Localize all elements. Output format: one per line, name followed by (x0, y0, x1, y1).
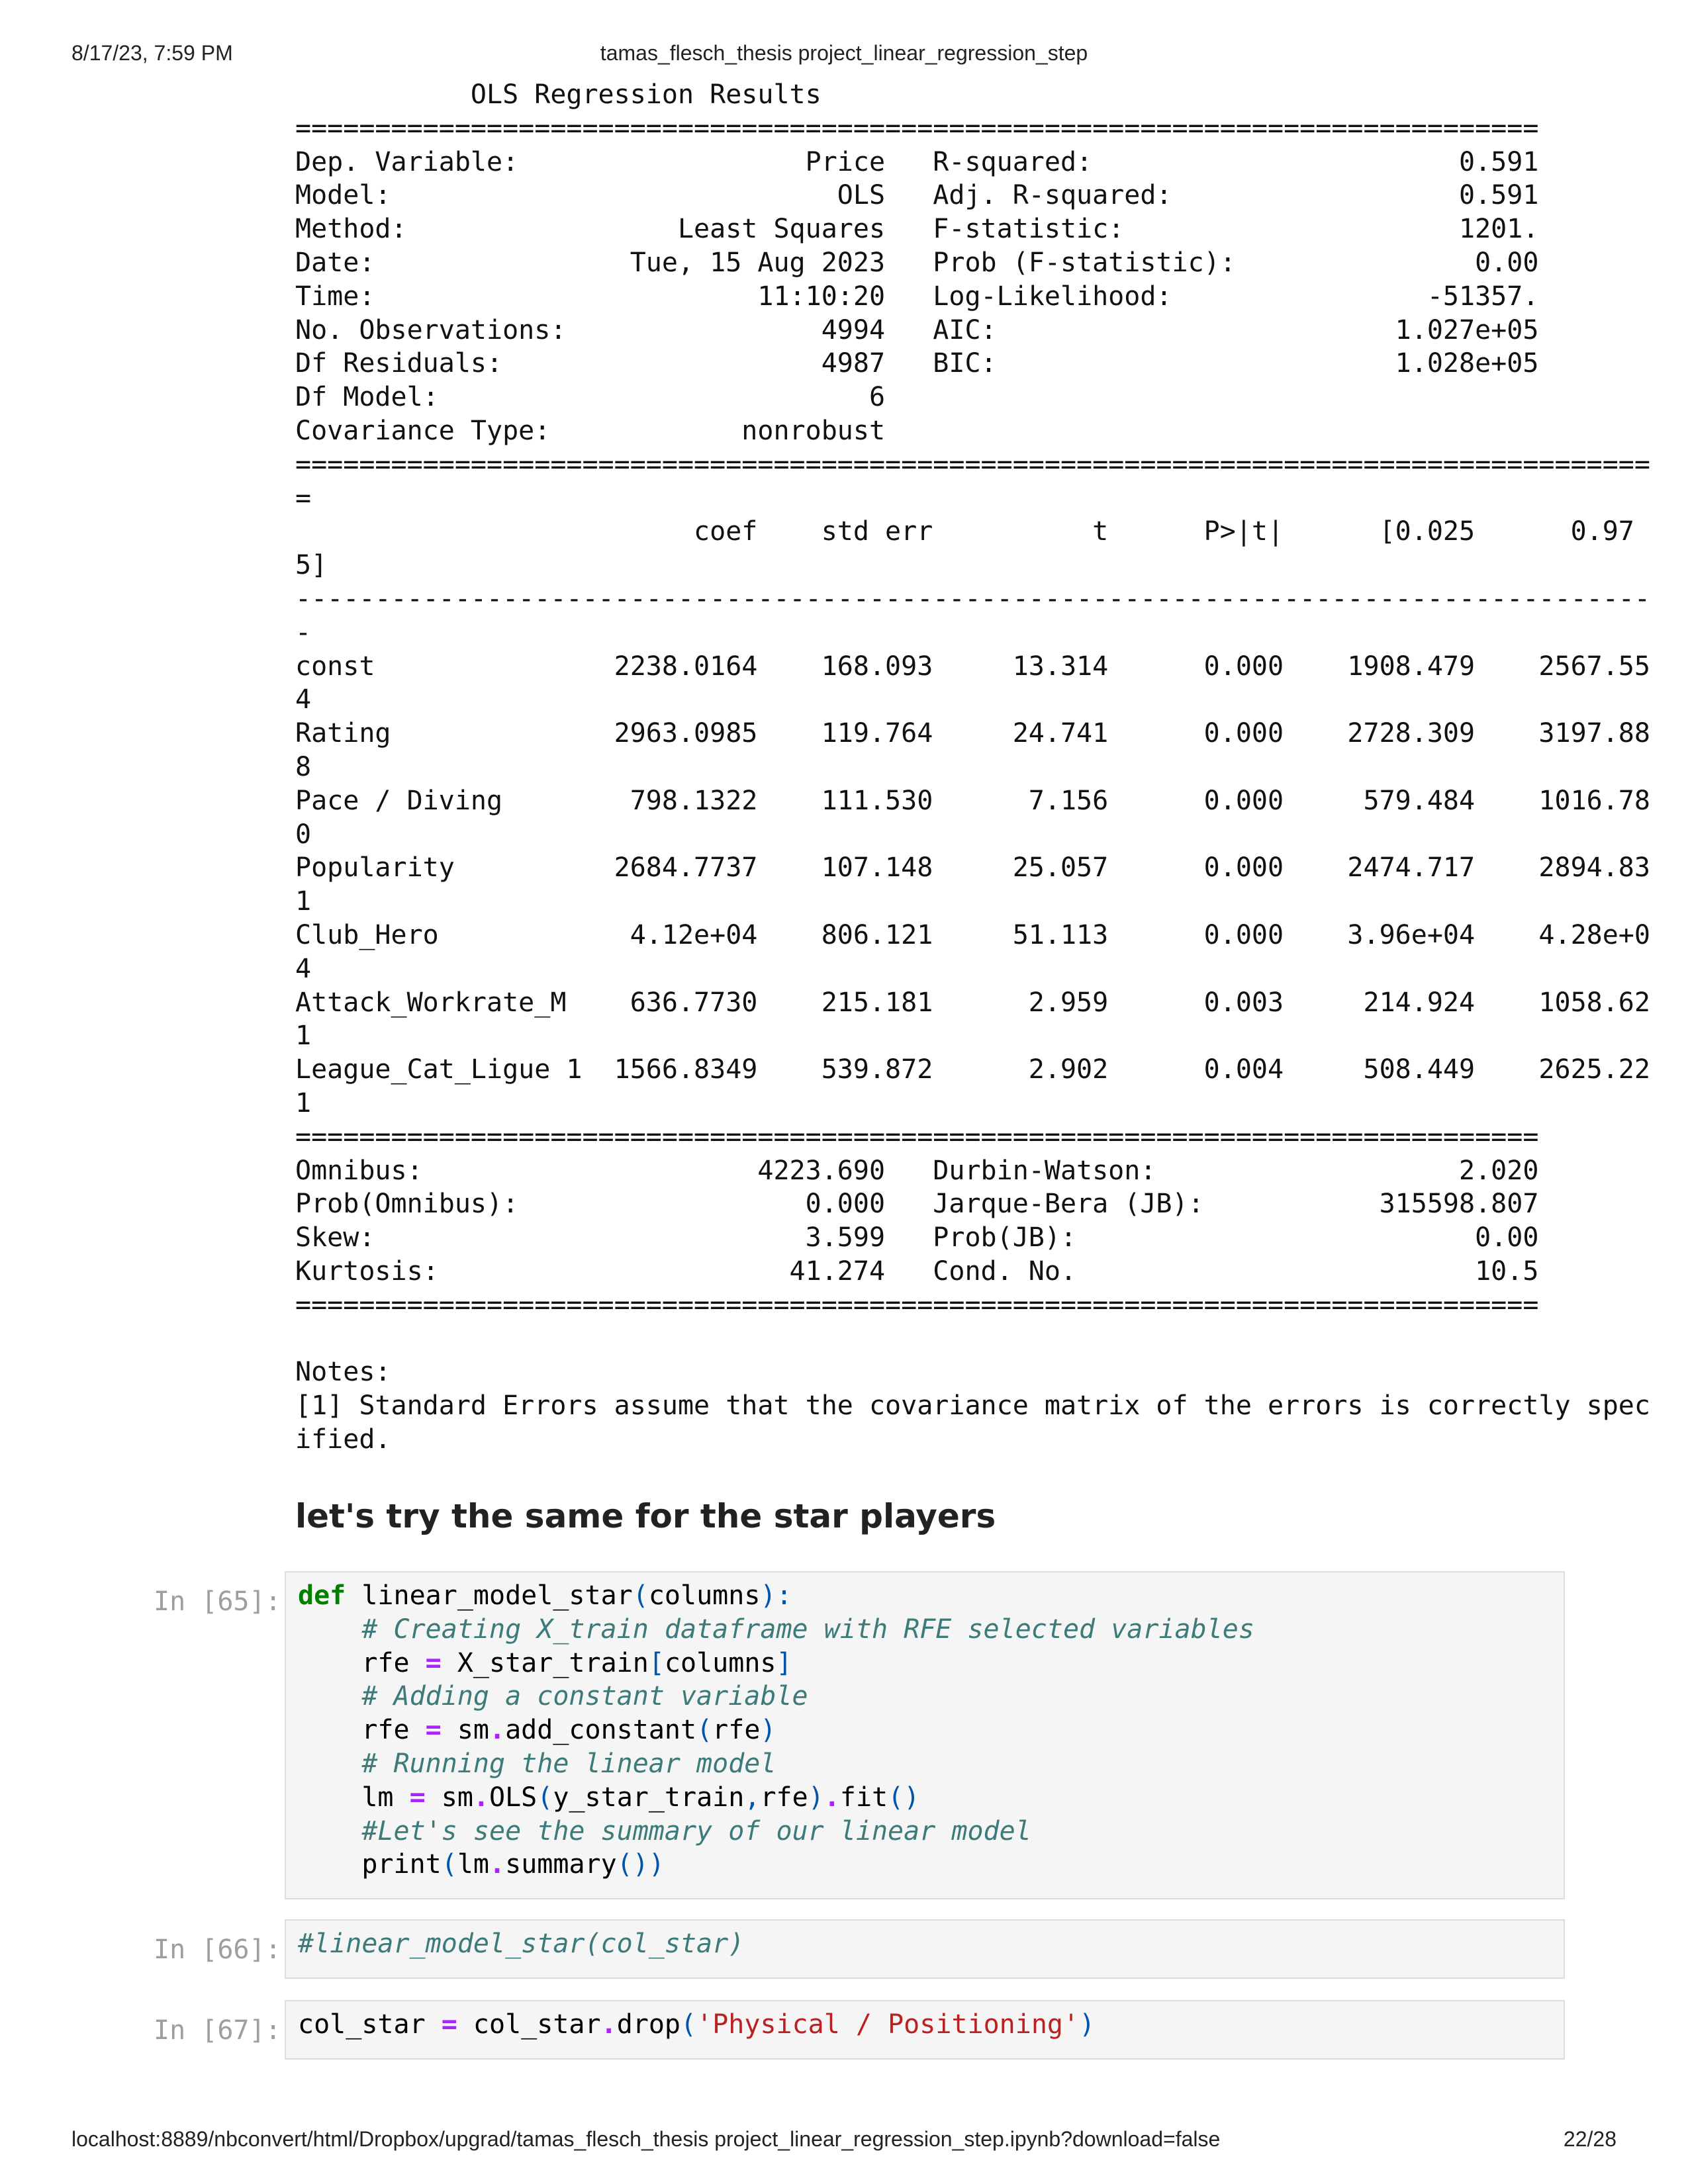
code-token: , (744, 1782, 761, 1813)
code-token: def (298, 1580, 346, 1611)
code-token: col_star (457, 2009, 601, 2040)
code-token: ()) (616, 1849, 665, 1880)
code-token: ( (632, 1580, 649, 1611)
code-token: . (489, 1715, 506, 1746)
code-token: ] (776, 1647, 792, 1678)
ols-summary-output: OLS Regression Results ============================================================================== Dep. Variable: Price R-squared: 0.591 Model: OLS Adj. R-squared: 0.591 Method: Least Squares F-statistic: 1201. Date: Tue, 15 Aug 2023 Prob (F-statistic): 0.00 Time: 11:10:20 Log-Likelihood: -51357. No. Observations: 4994 AIC: 1.027e+05 Df Residuals: 4987 BIC: 1.028e+05 Df Model: 6 Covariance Type: nonrobust ===================================================================================== = coef std err t P>|t| [0.025 0.97 5] ------------------------------------------------------------------------------------- - const 2238.0164 168.093 13.314 0.000 1908.479 2567.55 4 Rating 2963.0985 119.764 24.741 0.000 2728.309 3197.88 8 Pace / Diving 798.1322 111.530 7.156 0.000 579.484 1016.78 0 Popularity 2684.7737 107.148 25.057 0.000 2474.717 2894.83 1 Club_Hero 4.12e+04 806.121 51.113 0.000 3.96e+04 4.28e+0 4 Attack_Workrate_M 636.7730 215.181 2.959 0.003 214.924 1058.62 1 League_Cat_Ligue 1 1566.8349 539.872 2.902 0.004 508.449 2625.22 1 ============================================================================== Omnibus: 4223.690 Durbin-Watson: 2.020 Prob(Omnibus): 0.000 Jarque-Bera (JB): 315598.807 Skew: 3.599 Prob(JB): 0.00 Kurtosis: 41.274 Cond. No. 10.5 ============================================================================== Notes: [1] Standard Errors assume that the covariance matrix of the errors is correctly spec ified. (295, 79, 1650, 1455)
code-cell-66[interactable] (285, 1919, 1565, 1979)
code-token: columns (648, 1580, 761, 1611)
code-token: columns (664, 1647, 776, 1678)
code-token: ) (808, 1782, 824, 1813)
code-token: . (489, 1849, 506, 1880)
code-line (298, 1816, 1031, 1846)
page-number: 22/28 (1563, 2127, 1617, 2151)
code-token: #linear_model_star(col_star) (298, 1929, 745, 1959)
code-token: #Let's see the summary of our linear model (298, 1815, 1031, 1846)
cell-prompt-67: In [67]: (154, 2015, 281, 2046)
code-token: # Adding a constant variable (298, 1681, 808, 1712)
cell-prompt-65: In [65]: (154, 1586, 281, 1617)
code-line (298, 1749, 776, 1779)
code-token: ) (1079, 2009, 1096, 2040)
code-line (298, 1681, 808, 1711)
code-token: = (425, 1715, 442, 1746)
markdown-heading: let's try the same for the star players (295, 1497, 996, 1535)
code-token: rfe (712, 1715, 761, 1746)
code-line (298, 1849, 665, 1880)
code-token: lm (298, 1782, 410, 1813)
code-line (298, 1580, 792, 1611)
code-token: # Running the linear model (298, 1748, 776, 1779)
code-token: = (425, 1647, 442, 1678)
code-token: ( (537, 1782, 553, 1813)
code-token: drop (616, 2009, 681, 2040)
code-cell-65[interactable] (285, 1571, 1565, 1899)
code-token: X_star_train (441, 1647, 649, 1678)
code-token: print (298, 1849, 442, 1880)
code-line (298, 1929, 744, 1959)
code-line (298, 1782, 919, 1813)
code-token: OLS (489, 1782, 538, 1813)
code-line (298, 2009, 1095, 2040)
code-token: fit (839, 1782, 888, 1813)
code-token: ( (696, 1715, 713, 1746)
code-token: rfe (760, 1782, 808, 1813)
code-token: linear_model_star (346, 1580, 633, 1611)
print-title: tamas_flesch_thesis project_linear_regression_step (600, 41, 1088, 65)
code-token: () (888, 1782, 920, 1813)
code-token: rfe (298, 1647, 426, 1678)
print-url: localhost:8889/nbconvert/html/Dropbox/upgrad/tamas_flesch_thesis project_linear_regression_step.ipynb?download=false (71, 2127, 1221, 2151)
code-token: = (409, 1782, 426, 1813)
code-line (298, 1715, 776, 1745)
code-token: . (473, 1782, 490, 1813)
code-cell-67-source[interactable] (298, 2008, 1564, 2042)
code-token: rfe (298, 1715, 426, 1746)
code-token: sm (425, 1782, 473, 1813)
code-token: . (600, 2009, 617, 2040)
code-cell-65-source[interactable] (298, 1579, 1564, 1882)
code-token: y_star_train (553, 1782, 745, 1813)
code-token: add_constant (505, 1715, 697, 1746)
code-token: 'Physical / Positioning' (696, 2009, 1080, 2040)
code-token: . (823, 1782, 840, 1813)
code-line (298, 1614, 1254, 1645)
code-token: col_star (298, 2009, 442, 2040)
code-token: ( (680, 2009, 697, 2040)
print-date: 8/17/23, 7:59 PM (71, 41, 233, 65)
code-token: summary (505, 1849, 617, 1880)
code-token: sm (441, 1715, 489, 1746)
cell-prompt-66: In [66]: (154, 1934, 281, 1965)
code-token: [ (648, 1647, 665, 1678)
code-token: ) (760, 1715, 776, 1746)
code-token: ( (441, 1849, 457, 1880)
code-token: # Creating X_train dataframe with RFE selected variables (298, 1614, 1254, 1645)
code-token: lm (457, 1849, 490, 1880)
code-cell-67[interactable] (285, 2000, 1565, 2060)
code-cell-66-source[interactable] (298, 1927, 1564, 1961)
code-token: ): (760, 1580, 792, 1611)
code-token: = (441, 2009, 457, 2040)
code-line (298, 1648, 792, 1678)
